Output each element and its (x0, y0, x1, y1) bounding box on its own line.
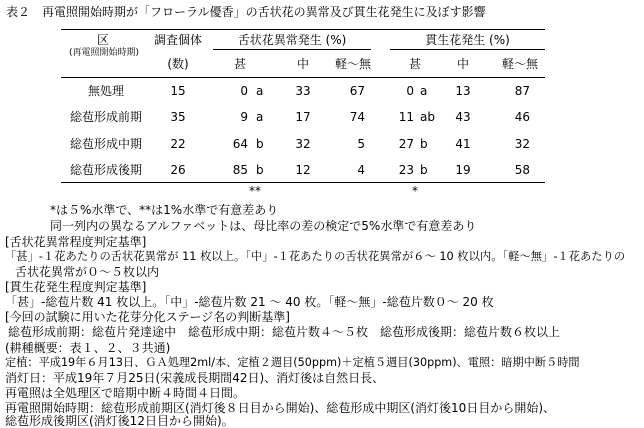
cell-pro-severe: 11 (398, 110, 414, 124)
cell-pro-light: 46 (514, 110, 530, 124)
header-lig-mid: 中 (296, 57, 309, 71)
cell-pro-mid: 13 (455, 84, 471, 98)
summary-heading: (耕種概要：表１、２、３共通) (5, 341, 171, 355)
stage-criteria-heading: [今回の試験に用いた花芽分化ステージ名の判断基準] (5, 310, 290, 324)
cell-pro-mid: 41 (455, 137, 471, 151)
cell-lig-severe: 0 (240, 84, 248, 98)
cell-lig-mid: 32 (295, 137, 311, 151)
cell-pro-mid: 43 (455, 110, 471, 124)
cell-lig-severe-mark: b (256, 163, 264, 177)
criteria-ligulate-line1: 「甚」-１花あたりの舌状花異常が 11 枚以上。「中」-１花あたりの舌状花異常が６～ 10 枚以内。「軽～無」-１花あたりの (5, 250, 626, 263)
cell-pro-mid: 19 (455, 163, 471, 177)
cell-count: 15 (170, 84, 186, 98)
cell-lig-light: 74 (349, 110, 365, 124)
cell-lig-light: 5 (357, 137, 365, 151)
cell-pro-severe-mark: b (420, 163, 428, 177)
cell-lig-light: 4 (357, 163, 365, 177)
cell-lig-severe: 9 (240, 110, 248, 124)
criteria-proliferous-heading: [貫生花発生程度判定基準] (5, 280, 147, 294)
note-letters: 同一列内の異なるアルファベットは、母比率の差の検定で5%水準で有意差あり (50, 219, 477, 233)
table-top-rule (61, 29, 545, 30)
summary-line1: 定植：平成19年６月13日、ＧＡ処理2ml/本、定植２週目(50ppm)＋定植５週目(30ppm)、電照：暗期中断５時間 (5, 356, 580, 369)
cell-lig-severe-mark: b (256, 137, 264, 151)
criteria-proliferous-line1: 「甚」-総苞片数 41 枚以上。「中」-総苞片数 21 ～ 40 枚。「軽～無」-総苞片数０～ 20 枚 (5, 295, 494, 309)
cell-lig-severe-mark: a (256, 84, 264, 98)
header-group-proliferous: 貫生花発生 (%) (425, 33, 510, 47)
cell-pro-light: 32 (514, 137, 530, 151)
cell-lig-severe-mark: a (256, 110, 264, 124)
cell-name: 総苞形成後期 (69, 163, 142, 177)
summary-line4: 再電照開始時期：総苞形成前期区(消灯後８日目から開始)、総苞形成中期区(消灯後10日目から開始)、 (5, 401, 555, 415)
summary-line5: 総苞形成後期区(消灯後12日目から開始)。 (5, 414, 234, 428)
header-treatment: 区 (96, 33, 109, 47)
criteria-ligulate-line2: 舌状花異常が０～５枚以内 (15, 265, 160, 279)
cell-count: 35 (170, 110, 186, 124)
header-pro-mid: 中 (456, 57, 469, 71)
cell-lig-severe: 85 (232, 163, 248, 177)
cell-pro-severe-mark: a (420, 84, 428, 98)
table-title: 表２ 再電照開始時期が「フローラル優香」の舌状花の異常及び貫生花発生に及ぼす影響 (6, 5, 486, 19)
cell-count: 22 (170, 137, 186, 151)
cell-count: 26 (170, 163, 186, 177)
header-count: 調査個体 (153, 33, 202, 47)
table-bottom-rule (61, 182, 545, 183)
note-significance: *は５%水準で、**は1%水準で有意差あり (50, 203, 279, 217)
stage-criteria-line1: 総苞形成前期：総苞片発達途中 総苞形成中期：総苞片数４～５枚 総苞形成後期：総苞片数６枚以上 (8, 325, 561, 339)
header-pro-severe: 甚 (408, 57, 421, 71)
header-treatment-sub: (再電照開始時期) (68, 48, 140, 58)
cell-pro-severe: 27 (398, 137, 414, 151)
group-underline-proliferous (390, 49, 545, 50)
cell-pro-light: 58 (514, 163, 530, 177)
group-underline-ligulate (213, 49, 371, 50)
cell-name: 総苞形成前期 (69, 110, 142, 124)
cell-name: 無処理 (87, 84, 124, 98)
cell-pro-light: 87 (514, 84, 530, 98)
cell-pro-severe-mark: b (420, 137, 428, 151)
cell-pro-severe-mark: ab (420, 110, 435, 124)
cell-name: 総苞形成中期 (69, 137, 142, 151)
cell-lig-severe: 64 (232, 137, 248, 151)
criteria-ligulate-heading: [舌状花異常程度判定基準] (5, 235, 147, 249)
cell-lig-mid: 33 (295, 84, 311, 98)
header-count-unit: (数) (167, 57, 189, 71)
cell-lig-mid: 17 (295, 110, 311, 124)
summary-line3: 再電照は全処理区で暗期中断４時間４日間。 (5, 386, 246, 400)
cell-lig-light: 67 (349, 84, 365, 98)
summary-line2: 消灯日：平成19年７月25日(宋義成長期間42日)、消灯後は自然日長、 (5, 371, 385, 385)
header-bottom-rule (61, 77, 545, 78)
cell-pro-severe: 0 (406, 84, 414, 98)
header-lig-light: 軽～無 (334, 57, 371, 71)
cell-lig-mid: 12 (295, 163, 311, 177)
significance-proliferous: * (412, 184, 418, 198)
header-lig-severe: 甚 (233, 57, 246, 71)
significance-ligulate: ** (249, 184, 261, 198)
header-group-ligulate: 舌状花異常発生 (%) (237, 33, 347, 47)
cell-pro-severe: 23 (398, 163, 414, 177)
header-pro-light: 軽～無 (501, 57, 538, 71)
